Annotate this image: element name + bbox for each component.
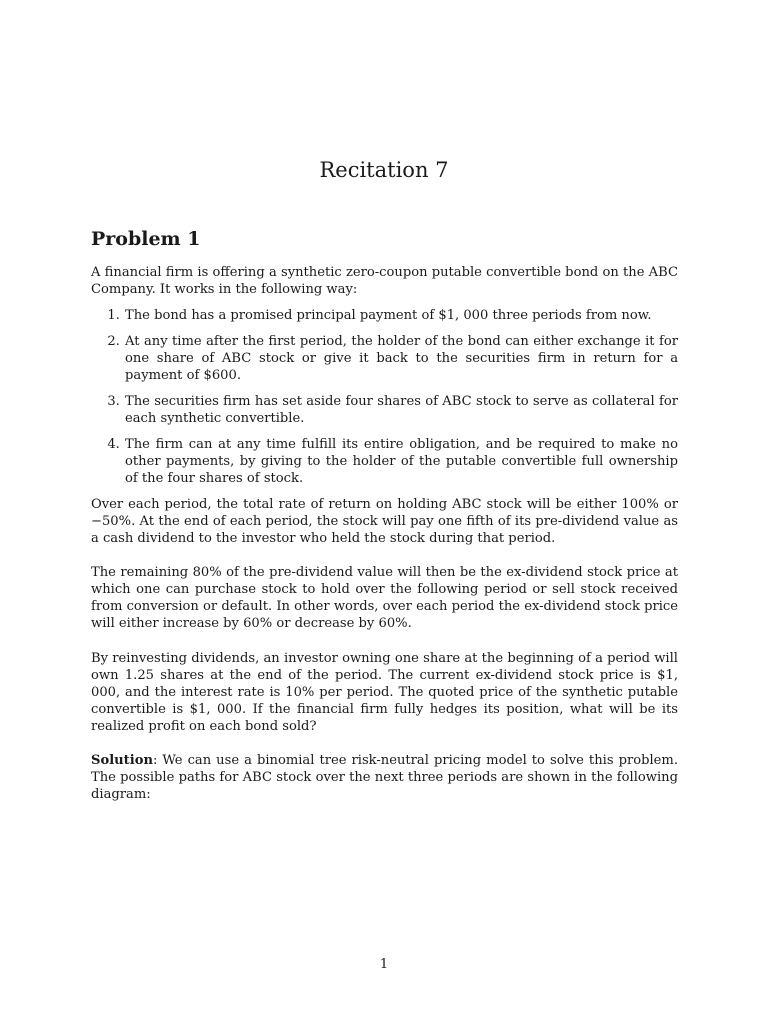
paragraph: Over each period, the total rate of return on holding ABC stock will be either 100% or −50%. At the end of each period, the stock will pay one fifth of its pre-dividend value as a cash dividend to the investor who held the stock during that period. [91,497,678,546]
solution-label: Solution [91,753,153,768]
paragraph: The remaining 80% of the pre-dividend value will then be the ex-dividend stock price at which one can purchase stock to hold over the following period or sell stock received from conversion or default. In other words, over each period the ex-dividend stock price will either increase by 60% or decrease by 60%. [91,565,678,631]
section-heading: Problem 1 [91,228,201,250]
document-body [91,264,678,803]
page-title: Recitation 7 [319,158,449,182]
list-item: 2. At any time after the first period, the holder of the bond can either exchange it for one share of ABC stock or give it back to the securities firm in return for a payment of $600. [124,333,678,384]
list-item: 1. The bond has a promised principal payment of $1, 000 three periods from now. [124,307,678,324]
page-number: 1 [379,957,389,972]
intro-paragraph: A financial firm is offering a synthetic zero-coupon putable convertible bond on the ABC Company. It works in the following way: [91,265,678,297]
solution-paragraph [91,752,678,803]
paragraph: By reinvesting dividends, an investor owning one share at the beginning of a period will own 1.25 shares at the end of the period. The current ex-dividend stock price is $1, 000, and the interest rate is 10% per period. The quoted price of the synthetic putable convertible is $1, 000. If the financial firm fully hedges its position, what will be its realized profit on each bond sold? [91,651,678,734]
list-item: 4. The firm can at any time fulfill its entire obligation, and be required to make no other payments, by giving to the holder of the putable convertible full ownership of the four shares of stock. [124,436,678,487]
numbered-list [91,307,678,487]
solution-text: : We can use a binomial tree risk-neutral pricing model to solve this problem. The possible paths for ABC stock over the next three periods are shown in the following diagram: [91,753,678,802]
list-item: 3. The securities firm has set aside four shares of ABC stock to serve as collateral for each synthetic convertible. [124,393,678,427]
